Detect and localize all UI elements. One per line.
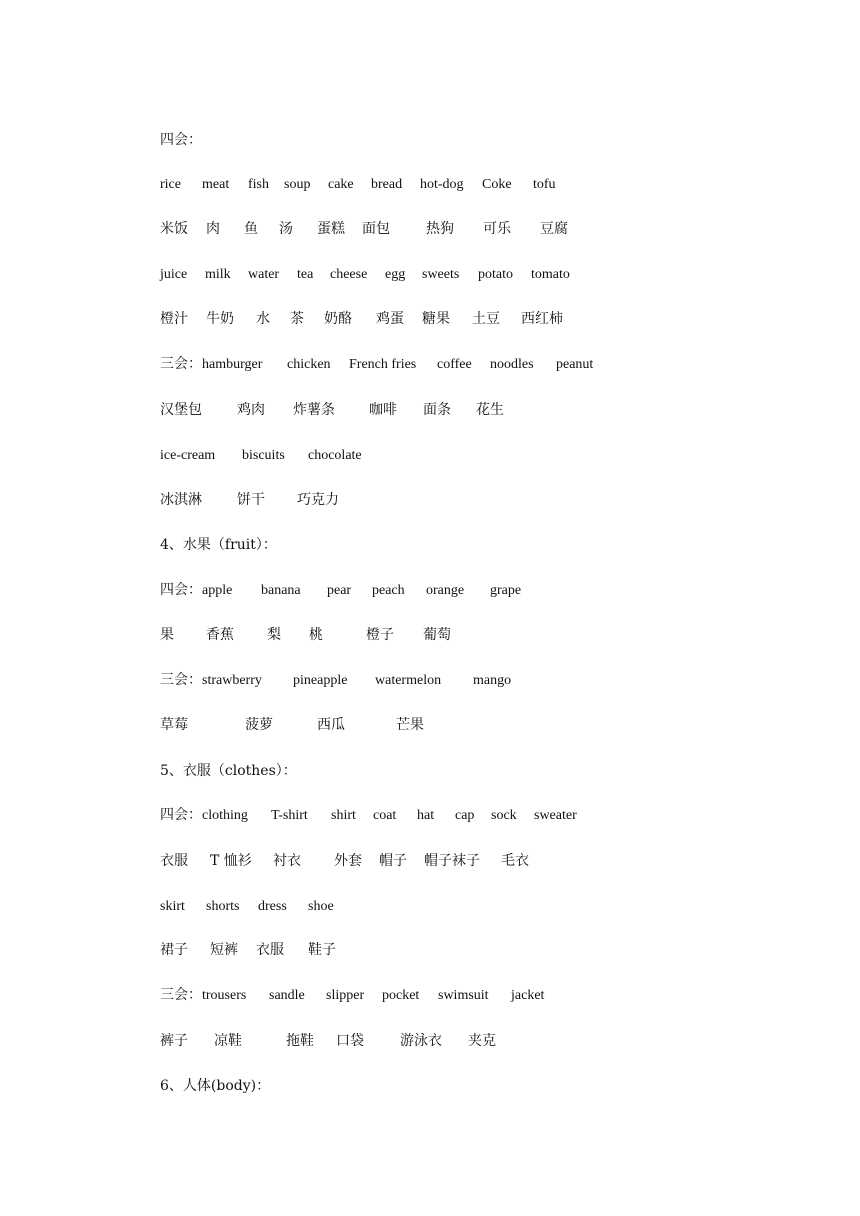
word: 香蕉 xyxy=(206,627,234,643)
word: water xyxy=(248,267,280,282)
word-row-clothes-zh-3 xyxy=(160,1030,496,1052)
word: 面条 xyxy=(423,402,451,418)
word-row-food-en-1 xyxy=(160,174,556,196)
word: coffee xyxy=(437,357,472,372)
word: 衬衣 xyxy=(273,853,301,869)
heading-text: 四会： xyxy=(160,132,202,148)
word: 芒果 xyxy=(396,717,424,733)
word: shirt xyxy=(331,808,356,823)
word: tea xyxy=(297,267,314,282)
word: shorts xyxy=(206,899,240,914)
word: orange xyxy=(426,583,465,598)
word: 汉堡包 xyxy=(160,402,202,418)
word: sweets xyxy=(422,267,460,282)
word: pocket xyxy=(382,988,420,1003)
word: 茶 xyxy=(290,311,304,327)
word: grape xyxy=(490,583,522,598)
word: French fries xyxy=(349,357,417,372)
word: 土豆 xyxy=(472,311,500,327)
word: 鸡肉 xyxy=(237,402,265,418)
word: 橙汁 xyxy=(160,311,188,327)
word: 西瓜 xyxy=(317,717,345,733)
word-row-food-zh-2 xyxy=(160,308,563,330)
word: T-shirt xyxy=(271,808,308,823)
word: 三会：strawberry xyxy=(160,673,262,688)
word: egg xyxy=(385,267,406,282)
word: biscuits xyxy=(242,448,285,463)
word-row-clothes-en-2 xyxy=(160,896,334,918)
word: 三会：hamburger xyxy=(160,357,263,372)
word: 夹克 xyxy=(468,1033,496,1049)
word: 鞋子 xyxy=(308,942,336,958)
word: 毛衣 xyxy=(501,853,529,869)
word: 巧克力 xyxy=(297,492,339,508)
word: 鸡蛋 xyxy=(376,311,404,327)
word: 冰淇淋 xyxy=(160,492,202,508)
word: hat xyxy=(417,808,435,823)
word: 衣服 xyxy=(256,942,284,958)
word: cap xyxy=(455,808,475,823)
word: coat xyxy=(373,808,397,823)
word: juice xyxy=(160,267,188,282)
word: shoe xyxy=(308,899,334,914)
word: 奶酪 xyxy=(324,311,352,327)
word-row-fruit-zh-1 xyxy=(160,624,451,646)
word: pineapple xyxy=(293,673,348,688)
word: 草莓 xyxy=(160,717,188,733)
word: cake xyxy=(328,177,354,192)
word: soup xyxy=(284,177,311,192)
word: 四会：clothing xyxy=(160,808,248,823)
word: dress xyxy=(258,899,287,914)
word: potato xyxy=(478,267,513,282)
word: 葡萄 xyxy=(423,627,451,643)
word: 裤子 xyxy=(160,1033,188,1049)
word: fish xyxy=(248,177,269,192)
word-row-clothes-zh-2 xyxy=(160,939,336,961)
word: peach xyxy=(372,583,405,598)
word: 梨 xyxy=(267,627,281,643)
word: 米饭 xyxy=(160,221,188,237)
word: 蛋糕 xyxy=(317,221,345,237)
word: 炸薯条 xyxy=(293,402,335,418)
word: slipper xyxy=(326,988,365,1003)
word: 短裤 xyxy=(210,942,238,958)
word: meat xyxy=(202,177,230,192)
word: 可乐 xyxy=(483,221,511,237)
word: ice-cream xyxy=(160,448,216,463)
word: 面包 xyxy=(362,221,390,237)
word-row-food-en-2 xyxy=(160,264,570,286)
word: hot-dog xyxy=(420,177,464,192)
word-row-food-zh-1 xyxy=(160,218,568,240)
word: watermelon xyxy=(375,673,442,688)
word: 口袋 xyxy=(336,1033,364,1049)
word: chicken xyxy=(287,357,331,372)
heading-text: 4、水果（fruit）： xyxy=(160,537,277,553)
word: skirt xyxy=(160,899,185,914)
word-row-food-zh-4 xyxy=(160,489,339,511)
word: cheese xyxy=(330,267,368,282)
word: 牛奶 xyxy=(206,311,234,327)
word: banana xyxy=(261,583,301,598)
word: 咖啡 xyxy=(369,402,397,418)
word-row-clothes-en-3 xyxy=(160,985,545,1007)
heading-text: 6、人体(body)： xyxy=(160,1078,271,1094)
word: 肉 xyxy=(206,221,220,237)
word-row-food-en-4 xyxy=(160,445,362,467)
section-heading-clothes xyxy=(160,760,297,782)
word: 糖果 xyxy=(422,311,450,327)
word: mango xyxy=(473,673,512,688)
word: 饼干 xyxy=(237,492,265,508)
word: bread xyxy=(371,177,403,192)
word: jacket xyxy=(511,988,545,1003)
word: 汤 xyxy=(279,221,293,237)
word: 三会：trousers xyxy=(160,988,247,1003)
word: tofu xyxy=(533,177,556,192)
word: Coke xyxy=(482,177,512,192)
word: sweater xyxy=(534,808,577,823)
word: 游泳衣 xyxy=(400,1033,442,1049)
word: 热狗 xyxy=(426,221,454,237)
word: tomato xyxy=(531,267,570,282)
word: 凉鞋 xyxy=(214,1033,242,1049)
word: 拖鞋 xyxy=(286,1033,314,1049)
word: 帽子袜子 xyxy=(424,853,480,869)
word: 外套 xyxy=(334,853,362,869)
word: sandle xyxy=(269,988,305,1003)
word: 菠萝 xyxy=(245,717,273,733)
word: 西红柿 xyxy=(521,311,563,327)
word-row-fruit-en-1 xyxy=(160,580,522,602)
word-row-food-zh-3 xyxy=(160,399,504,421)
word: noodles xyxy=(490,357,534,372)
word: 橙子 xyxy=(366,627,394,643)
word-row-fruit-zh-2 xyxy=(160,714,424,736)
heading-text: 5、衣服（clothes）： xyxy=(160,763,297,779)
word: 衣服 xyxy=(160,853,188,869)
section-heading-four-skills xyxy=(160,129,202,151)
word: 果 xyxy=(160,627,174,643)
word: 四会：apple xyxy=(160,583,233,598)
word: rice xyxy=(160,177,181,192)
word: 水 xyxy=(256,311,270,327)
word: peanut xyxy=(556,357,594,372)
word-row-fruit-en-2 xyxy=(160,670,512,692)
word: 花生 xyxy=(476,402,504,418)
section-heading-fruit xyxy=(160,534,277,556)
word: 鱼 xyxy=(244,221,258,237)
word-row-clothes-en-1 xyxy=(160,805,577,827)
word: chocolate xyxy=(308,448,362,463)
word: swimsuit xyxy=(438,988,489,1003)
section-heading-body xyxy=(160,1075,271,1097)
word: 裙子 xyxy=(160,942,188,958)
word: pear xyxy=(327,583,352,598)
word: 豆腐 xyxy=(540,221,568,237)
word: milk xyxy=(205,267,231,282)
word: 帽子 xyxy=(379,853,407,869)
word: T 恤衫 xyxy=(210,853,252,869)
word-row-clothes-zh-1 xyxy=(160,850,529,872)
word: sock xyxy=(491,808,517,823)
word-row-food-en-3 xyxy=(160,354,594,376)
word: 桃 xyxy=(309,627,323,643)
